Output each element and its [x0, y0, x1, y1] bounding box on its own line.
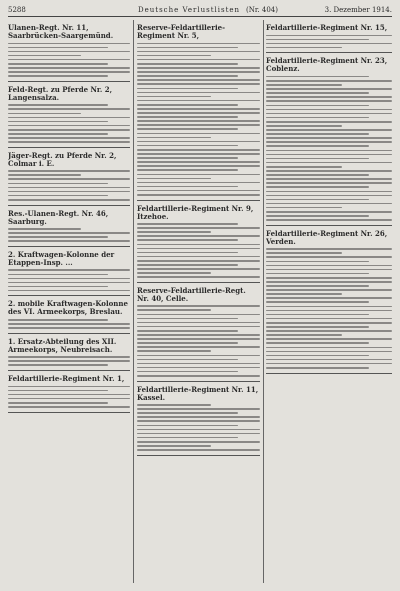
text-line — [8, 113, 81, 115]
text-line — [266, 150, 392, 152]
text-line — [137, 449, 260, 451]
text-line — [137, 116, 238, 118]
text-line — [8, 199, 130, 201]
text-line — [137, 416, 260, 418]
section-divider — [8, 81, 130, 82]
text-line — [266, 76, 369, 78]
text-line — [266, 158, 369, 160]
text-line — [8, 104, 108, 106]
text-line — [137, 425, 238, 427]
text-line — [266, 47, 342, 49]
text-line — [137, 120, 260, 122]
text-line — [266, 252, 342, 254]
text-line — [137, 314, 260, 316]
text-line — [8, 170, 130, 172]
text-line — [137, 43, 260, 45]
text-line — [266, 269, 392, 271]
text-line — [137, 429, 260, 431]
section-divider — [8, 333, 130, 334]
text-line — [137, 108, 260, 110]
text-line — [8, 183, 108, 185]
text-line — [8, 71, 130, 73]
text-line — [266, 342, 369, 344]
text-line — [266, 359, 392, 361]
section-heading: Reserve-Feldartillerie-Regiment Nr. 5, — [137, 23, 225, 40]
text-line — [137, 334, 260, 336]
text-line — [8, 402, 108, 404]
text-line — [266, 154, 392, 156]
text-line — [137, 145, 238, 147]
text-line — [266, 137, 392, 139]
text-line — [266, 125, 342, 127]
text-line — [8, 290, 130, 292]
column-1 — [8, 20, 130, 583]
text-line — [137, 227, 260, 229]
text-line — [137, 367, 260, 369]
text-line — [137, 92, 260, 94]
text-line — [266, 261, 369, 263]
text-line — [8, 327, 130, 329]
column-3 — [266, 20, 392, 583]
text-line — [8, 187, 130, 189]
text-line — [137, 342, 238, 344]
text-line — [266, 117, 369, 119]
section-divider — [266, 373, 392, 374]
text-line — [266, 367, 369, 369]
text-line — [8, 386, 130, 388]
text-line — [137, 445, 211, 447]
text-line — [137, 128, 238, 130]
text-line — [266, 330, 392, 332]
text-line — [137, 239, 238, 241]
text-line — [266, 338, 392, 340]
text-line — [8, 319, 108, 321]
text-line — [266, 306, 392, 308]
text-line — [8, 47, 108, 49]
text-line — [266, 199, 369, 201]
text-line — [266, 211, 392, 213]
text-line — [266, 43, 392, 45]
text-line — [266, 39, 369, 41]
text-line — [266, 351, 392, 353]
text-line — [137, 165, 260, 167]
text-line — [8, 108, 130, 110]
text-line — [266, 355, 369, 357]
section-heading: Jäger-Regt. zu Pferde Nr. 2, Colmar i. E. — [8, 150, 117, 168]
section-divider — [8, 246, 130, 247]
text-line — [266, 256, 392, 258]
text-line — [8, 360, 130, 362]
text-line — [8, 174, 81, 176]
text-line — [266, 105, 369, 107]
publication-title: Deutsche Verlustlisten — [138, 6, 241, 14]
text-line — [137, 326, 260, 328]
text-line — [137, 137, 211, 139]
text-line — [8, 269, 130, 271]
text-line — [8, 191, 130, 193]
text-line — [8, 59, 130, 61]
section-divider — [266, 52, 392, 53]
text-line — [266, 92, 369, 94]
text-line — [137, 264, 238, 266]
column-divider — [263, 20, 264, 583]
text-line — [266, 166, 342, 168]
text-line — [137, 433, 260, 435]
text-line — [266, 310, 392, 312]
text-line — [137, 350, 211, 352]
text-line — [8, 356, 130, 358]
text-line — [8, 195, 108, 197]
column-divider — [133, 20, 134, 583]
text-line — [137, 88, 238, 90]
text-line — [266, 277, 392, 279]
text-line — [266, 35, 392, 37]
text-line — [266, 281, 392, 283]
section-divider — [137, 200, 260, 201]
section-heading: 1. Ersatz-Abteilung des XII. Armeekorps, Neubreisach. — [8, 336, 117, 354]
text-line — [8, 67, 130, 69]
text-line — [266, 285, 369, 287]
text-line — [137, 235, 260, 237]
text-line — [137, 408, 260, 410]
text-line — [8, 390, 108, 392]
text-line — [137, 252, 238, 254]
section-divider — [8, 295, 130, 296]
section-heading: 2. Kraftwagen-Kolonne der Etappen-Insp. ... — [8, 249, 115, 267]
text-line — [137, 256, 260, 258]
text-line — [8, 282, 130, 284]
text-line — [137, 359, 238, 361]
text-line — [137, 178, 211, 180]
text-line — [266, 265, 392, 267]
text-line — [137, 47, 238, 49]
text-line — [266, 203, 392, 205]
section-divider — [8, 147, 130, 148]
text-line — [266, 219, 392, 221]
text-line — [137, 174, 260, 176]
text-line — [266, 195, 392, 197]
section-heading: Res.-Ulanen-Regt. Nr. 46, Saarburg. — [8, 208, 109, 226]
text-line — [266, 141, 392, 143]
text-line — [137, 79, 260, 81]
text-line — [137, 149, 260, 151]
text-line — [137, 355, 260, 357]
text-line — [266, 178, 392, 180]
text-line — [137, 338, 260, 340]
section-heading: Feld-Regt. zu Pferde Nr. 2, Langensalza. — [8, 84, 113, 102]
text-line — [8, 178, 130, 180]
text-line — [8, 137, 130, 139]
text-line — [266, 207, 342, 209]
text-line — [266, 248, 392, 250]
text-line — [266, 96, 392, 98]
text-line — [137, 83, 260, 85]
text-line — [266, 363, 392, 365]
text-line — [137, 59, 260, 61]
text-line — [266, 289, 392, 291]
page-number: 5288 — [8, 6, 26, 14]
text-line — [137, 63, 238, 65]
text-line — [137, 441, 260, 443]
section-heading: Reserve-Feldartillerie-Regt. Nr. 40, Celle. — [137, 285, 246, 303]
text-line — [137, 272, 211, 274]
text-line — [8, 51, 130, 53]
section-divider — [137, 282, 260, 283]
text-line — [266, 186, 369, 188]
section-heading: Feldartillerie-Regiment Nr. 1, — [8, 374, 125, 384]
section-heading: Feldartillerie-Regiment Nr. 15, — [266, 23, 388, 32]
text-line — [137, 412, 238, 414]
text-line — [8, 274, 108, 276]
text-line — [137, 363, 260, 365]
text-line — [137, 260, 260, 262]
text-line — [8, 232, 130, 234]
text-line — [137, 437, 238, 439]
text-line — [137, 248, 260, 250]
text-line — [137, 141, 260, 143]
text-line — [266, 145, 369, 147]
text-line — [8, 240, 130, 242]
text-line — [266, 301, 369, 303]
text-line — [137, 371, 238, 373]
text-line — [266, 162, 392, 164]
section-divider — [8, 370, 130, 371]
text-line — [137, 276, 260, 278]
text-line — [266, 182, 392, 184]
section-divider — [8, 412, 130, 413]
text-line — [137, 194, 260, 196]
section-divider — [266, 225, 392, 226]
text-line — [266, 334, 342, 336]
text-line — [8, 129, 130, 131]
text-line — [8, 133, 108, 135]
text-line — [137, 420, 260, 422]
text-line — [266, 129, 392, 131]
text-line — [266, 109, 392, 111]
text-line — [266, 191, 392, 193]
text-line — [137, 231, 211, 233]
section-heading: Feldartillerie-Regiment Nr. 9, Itzehoe. — [137, 203, 254, 221]
text-line — [266, 322, 392, 324]
text-line — [8, 117, 130, 119]
text-line — [137, 244, 260, 246]
text-line — [137, 330, 238, 332]
text-line — [266, 113, 392, 115]
text-line — [8, 141, 130, 143]
text-line — [137, 404, 211, 406]
section-divider — [8, 205, 130, 206]
text-line — [8, 75, 108, 77]
text-line — [137, 223, 238, 225]
text-line — [137, 112, 260, 114]
text-line — [137, 55, 211, 57]
text-line — [137, 71, 260, 73]
text-line — [137, 67, 260, 69]
text-line — [266, 215, 369, 217]
text-line — [8, 406, 130, 408]
text-line — [8, 43, 130, 45]
text-line — [8, 398, 130, 400]
text-line — [266, 84, 342, 86]
text-line — [8, 55, 81, 57]
text-line — [137, 161, 260, 163]
column-2 — [137, 20, 260, 583]
text-line — [137, 75, 238, 77]
section-heading: Feldartillerie-Regiment Nr. 11, Kassel. — [137, 384, 259, 402]
text-line — [8, 228, 81, 230]
text-line — [137, 104, 238, 106]
text-line — [137, 96, 211, 98]
text-line — [137, 322, 260, 324]
section-heading: Feldartillerie-Regiment Nr. 23, Coblenz. — [266, 56, 388, 74]
text-line — [266, 170, 392, 172]
text-line — [266, 347, 392, 349]
section-divider — [137, 455, 260, 456]
section-heading: 2. mobile Kraftwagen-Kolonne des VI. Armeekorps, Breslau. — [8, 299, 128, 317]
text-line — [137, 133, 260, 135]
text-line — [137, 51, 260, 53]
text-line — [266, 273, 369, 275]
text-line — [137, 309, 211, 311]
text-line — [8, 121, 108, 123]
text-line — [137, 100, 260, 102]
text-line — [137, 190, 260, 192]
text-line — [266, 293, 342, 295]
text-line — [8, 63, 108, 65]
text-line — [266, 100, 392, 102]
issue-number: (Nr. 404) — [246, 6, 278, 14]
text-line — [8, 286, 108, 288]
text-line — [266, 297, 392, 299]
text-line — [8, 394, 130, 396]
text-line — [137, 318, 238, 320]
text-line — [266, 121, 392, 123]
section-heading: Ulanen-Regt. Nr. 11, Saarbrücken-Saargemünd. — [8, 23, 114, 40]
issue-date: 3. Dezember 1914. — [324, 6, 392, 14]
text-line — [8, 236, 108, 238]
text-line — [266, 326, 369, 328]
text-line — [266, 318, 392, 320]
section-divider — [137, 381, 260, 382]
text-line — [266, 133, 369, 135]
text-line — [137, 375, 260, 377]
text-line — [8, 125, 130, 127]
text-line — [8, 364, 108, 366]
text-line — [137, 182, 260, 184]
text-line — [137, 305, 260, 307]
text-line — [266, 88, 392, 90]
section-heading: Feldartillerie-Regiment Nr. 26, Verden. — [266, 228, 388, 246]
page-header — [8, 4, 392, 17]
text-line — [8, 323, 130, 325]
text-line — [137, 346, 260, 348]
text-line — [137, 153, 260, 155]
text-line — [8, 278, 130, 280]
text-line — [137, 268, 260, 270]
text-line — [137, 157, 238, 159]
text-line — [137, 169, 238, 171]
text-line — [137, 124, 260, 126]
text-line — [137, 186, 238, 188]
text-line — [266, 80, 392, 82]
text-line — [266, 174, 369, 176]
text-line — [266, 314, 369, 316]
